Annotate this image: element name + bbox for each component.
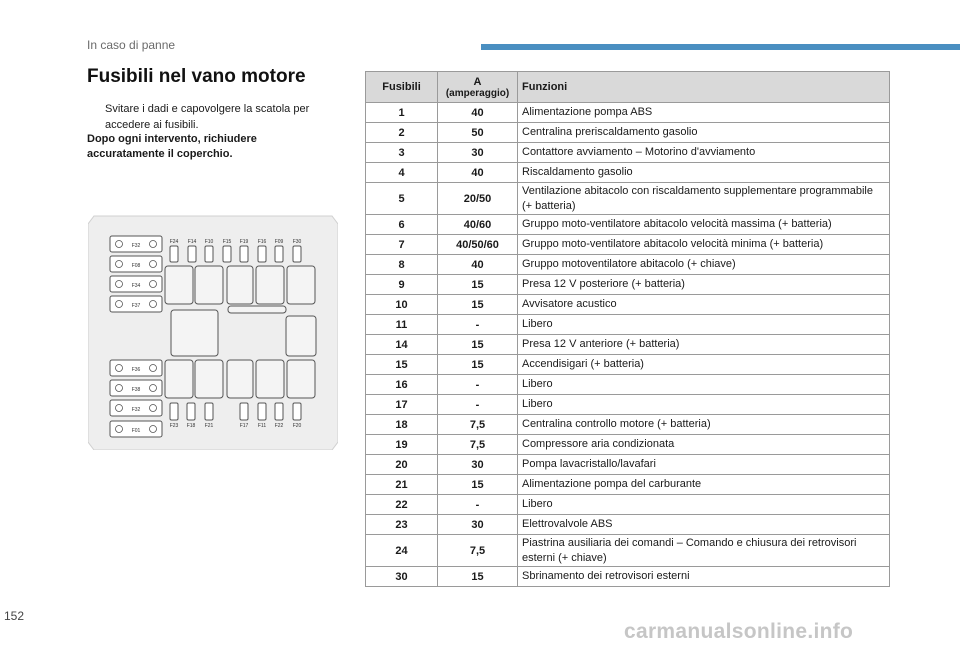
fuse-amperage: - — [438, 315, 518, 335]
fuse-number: 14 — [366, 335, 438, 355]
fuse-amperage: 7,5 — [438, 415, 518, 435]
fuse-function: Sbrinamento dei retrovisori esterni — [518, 567, 890, 587]
side-fuse-holder — [110, 296, 162, 312]
fuse-number: 19 — [366, 435, 438, 455]
blade-fuse — [205, 246, 213, 262]
header-function: Funzioni — [518, 72, 890, 103]
blade-fuse — [223, 246, 231, 262]
fuse-function: Gruppo moto-ventilatore abitacolo velocità minima (+ batteria) — [518, 235, 890, 255]
fuse-number: 3 — [366, 143, 438, 163]
blade-fuse — [275, 403, 283, 420]
header-amperage-unit: A — [473, 75, 482, 88]
fuse-number: 7 — [366, 235, 438, 255]
relay-block — [286, 316, 316, 356]
relay-block — [287, 266, 315, 304]
header-amperage — [438, 72, 518, 103]
fuse-number: 16 — [366, 375, 438, 395]
fuse-amperage: 15 — [438, 295, 518, 315]
fuse-amperage: - — [438, 495, 518, 515]
table-row — [366, 315, 890, 335]
fuse-function: Gruppo moto-ventilatore abitacolo velocità massima (+ batteria) — [518, 215, 890, 235]
table-row — [366, 103, 890, 123]
fuse-function: Alimentazione pompa del carburante — [518, 475, 890, 495]
fuse-amperage: 15 — [438, 475, 518, 495]
table-row — [366, 335, 890, 355]
blade-fuse — [240, 246, 248, 262]
blade-fuse — [258, 403, 266, 420]
table-row — [366, 355, 890, 375]
relay-block — [195, 360, 223, 398]
side-fuse-holder — [110, 380, 162, 396]
fuse-number: 11 — [366, 315, 438, 335]
table-row — [366, 163, 890, 183]
table-row — [366, 183, 890, 215]
fuse-label: F30 — [292, 239, 302, 245]
relay-block — [256, 360, 284, 398]
fuse-amperage: 15 — [438, 335, 518, 355]
table-row — [366, 567, 890, 587]
fuse-function: Elettrovalvole ABS — [518, 515, 890, 535]
table-row — [366, 515, 890, 535]
fuse-function: Presa 12 V anteriore (+ batteria) — [518, 335, 890, 355]
fuse-label: F01 — [131, 428, 141, 434]
fuse-number: 22 — [366, 495, 438, 515]
fuse-function: Piastrina ausiliaria dei comandi – Comando e chiusura dei retrovisori esterni (+ chiave) — [518, 535, 890, 567]
side-fuse-holder — [110, 276, 162, 292]
fuse-function: Avvisatore acustico — [518, 295, 890, 315]
warning-note: Dopo ogni intervento, richiudere accuratamente il coperchio. — [87, 133, 257, 160]
table-row — [366, 395, 890, 415]
fuse-table — [365, 71, 890, 587]
side-fuse-holder — [110, 400, 162, 416]
fuse-number: 2 — [366, 123, 438, 143]
fuse-number: 1 — [366, 103, 438, 123]
fuse-label: F24 — [169, 239, 179, 245]
section-header: In caso di panne — [87, 38, 176, 52]
fuse-function: Libero — [518, 395, 890, 415]
fuse-number: 10 — [366, 295, 438, 315]
fuse-number: 4 — [366, 163, 438, 183]
table-row — [366, 123, 890, 143]
fuse-label: F15 — [222, 239, 232, 245]
table-row — [366, 375, 890, 395]
fuse-number: 30 — [366, 567, 438, 587]
blade-fuse — [170, 403, 178, 420]
blade-fuse — [240, 403, 248, 420]
table-row — [366, 255, 890, 275]
fuse-number: 23 — [366, 515, 438, 535]
fuse-label: F14 — [187, 239, 197, 245]
fuse-number: 9 — [366, 275, 438, 295]
fuse-function: Contattore avviamento – Motorino d'avviamento — [518, 143, 890, 163]
fuse-amperage: 7,5 — [438, 535, 518, 567]
blade-fuse — [205, 403, 213, 420]
table-row — [366, 455, 890, 475]
side-fuse-holder — [110, 360, 162, 376]
fuse-function: Libero — [518, 375, 890, 395]
fuse-amperage: 40 — [438, 255, 518, 275]
fuse-number: 17 — [366, 395, 438, 415]
page-number: 152 — [4, 609, 25, 623]
fuse-amperage: 15 — [438, 567, 518, 587]
table-row — [366, 295, 890, 315]
fuse-label: F21 — [204, 423, 214, 429]
table-row — [366, 535, 890, 567]
header-fuse: Fusibili — [366, 72, 438, 103]
page-title: Fusibili nel vano motore — [87, 66, 306, 87]
relay-block — [227, 266, 253, 304]
fuse-function: Centralina controllo motore (+ batteria) — [518, 415, 890, 435]
blade-fuse — [188, 246, 196, 262]
fuse-number: 20 — [366, 455, 438, 475]
relay-block-large — [171, 310, 218, 356]
fuse-label: F34 — [131, 283, 141, 289]
relay-block — [165, 360, 193, 398]
fuse-amperage: 40 — [438, 163, 518, 183]
relay-block — [165, 266, 193, 304]
fuse-label: F38 — [131, 387, 141, 393]
fuse-label: F36 — [131, 367, 141, 373]
fuse-number: 24 — [366, 535, 438, 567]
fuse-function: Accendisigari (+ batteria) — [518, 355, 890, 375]
blade-fuse — [170, 246, 178, 262]
fuse-amperage: - — [438, 395, 518, 415]
fuse-label: F37 — [131, 303, 141, 309]
header-amperage-label: (amperaggio) — [445, 87, 510, 99]
fuse-label: F11 — [257, 423, 267, 429]
fuse-amperage: 40/50/60 — [438, 235, 518, 255]
fuse-amperage: 40/60 — [438, 215, 518, 235]
fuse-amperage: 30 — [438, 143, 518, 163]
fuse-amperage: 50 — [438, 123, 518, 143]
table-row — [366, 235, 890, 255]
relay-strip — [228, 306, 286, 313]
fuse-amperage: 30 — [438, 515, 518, 535]
fuse-function: Compressore aria condizionata — [518, 435, 890, 455]
fuse-function: Presa 12 V posteriore (+ batteria) — [518, 275, 890, 295]
blade-fuse — [275, 246, 283, 262]
fuse-function: Libero — [518, 495, 890, 515]
fuse-function: Gruppo motoventilatore abitacolo (+ chiave) — [518, 255, 890, 275]
fuse-amperage: 15 — [438, 275, 518, 295]
relay-block — [195, 266, 223, 304]
fuse-amperage: 40 — [438, 103, 518, 123]
table-row — [366, 475, 890, 495]
fuse-box-diagram — [88, 210, 338, 450]
fuse-amperage: 15 — [438, 355, 518, 375]
fuse-number: 21 — [366, 475, 438, 495]
side-fuse-holder — [110, 421, 162, 437]
fuse-label: F22 — [274, 423, 284, 429]
table-row — [366, 143, 890, 163]
watermark: carmanualsonline.info — [624, 620, 854, 643]
blade-fuse — [293, 403, 301, 420]
fuse-number: 15 — [366, 355, 438, 375]
fuse-amperage: 20/50 — [438, 183, 518, 215]
fuse-label: F17 — [239, 423, 249, 429]
fuse-function: Alimentazione pompa ABS — [518, 103, 890, 123]
fuse-amperage: - — [438, 375, 518, 395]
fuse-function: Riscaldamento gasolio — [518, 163, 890, 183]
fuse-function: Pompa lavacristallo/lavafari — [518, 455, 890, 475]
side-fuse-holder — [110, 256, 162, 272]
table-header-row — [366, 72, 890, 103]
table-row — [366, 275, 890, 295]
relay-block — [287, 360, 315, 398]
instruction — [87, 101, 347, 133]
fuse-label: F16 — [257, 239, 267, 245]
blade-fuse — [258, 246, 266, 262]
fuse-label: F08 — [131, 263, 141, 269]
fuse-label: F10 — [204, 239, 214, 245]
blade-fuse — [187, 403, 195, 420]
fuse-label: F09 — [274, 239, 284, 245]
fuse-label: F18 — [186, 423, 196, 429]
fuse-label: F32 — [131, 407, 141, 413]
header-accent-bar — [481, 44, 960, 50]
fuse-function: Centralina preriscaldamento gasolio — [518, 123, 890, 143]
instruction-text: Svitare i dadi e capovolgere la scatola per accedere ai fusibili. — [105, 103, 310, 131]
fuse-number: 8 — [366, 255, 438, 275]
relay-block — [227, 360, 253, 398]
fuse-label: F32 — [131, 243, 141, 249]
fuse-label: F20 — [292, 423, 302, 429]
fuse-number: 5 — [366, 183, 438, 215]
fuse-function: Libero — [518, 315, 890, 335]
table-row — [366, 415, 890, 435]
side-fuse-holder — [110, 236, 162, 252]
fuse-number: 6 — [366, 215, 438, 235]
fuse-number: 18 — [366, 415, 438, 435]
fuse-label: F23 — [169, 423, 179, 429]
fuse-amperage: 7,5 — [438, 435, 518, 455]
table-row — [366, 435, 890, 455]
fuse-label: F19 — [239, 239, 249, 245]
table-row — [366, 495, 890, 515]
relay-block — [256, 266, 284, 304]
fuse-function: Ventilazione abitacolo con riscaldamento supplementare programmabile (+ batteria) — [518, 183, 890, 215]
blade-fuse — [293, 246, 301, 262]
table-row — [366, 215, 890, 235]
fuse-amperage: 30 — [438, 455, 518, 475]
